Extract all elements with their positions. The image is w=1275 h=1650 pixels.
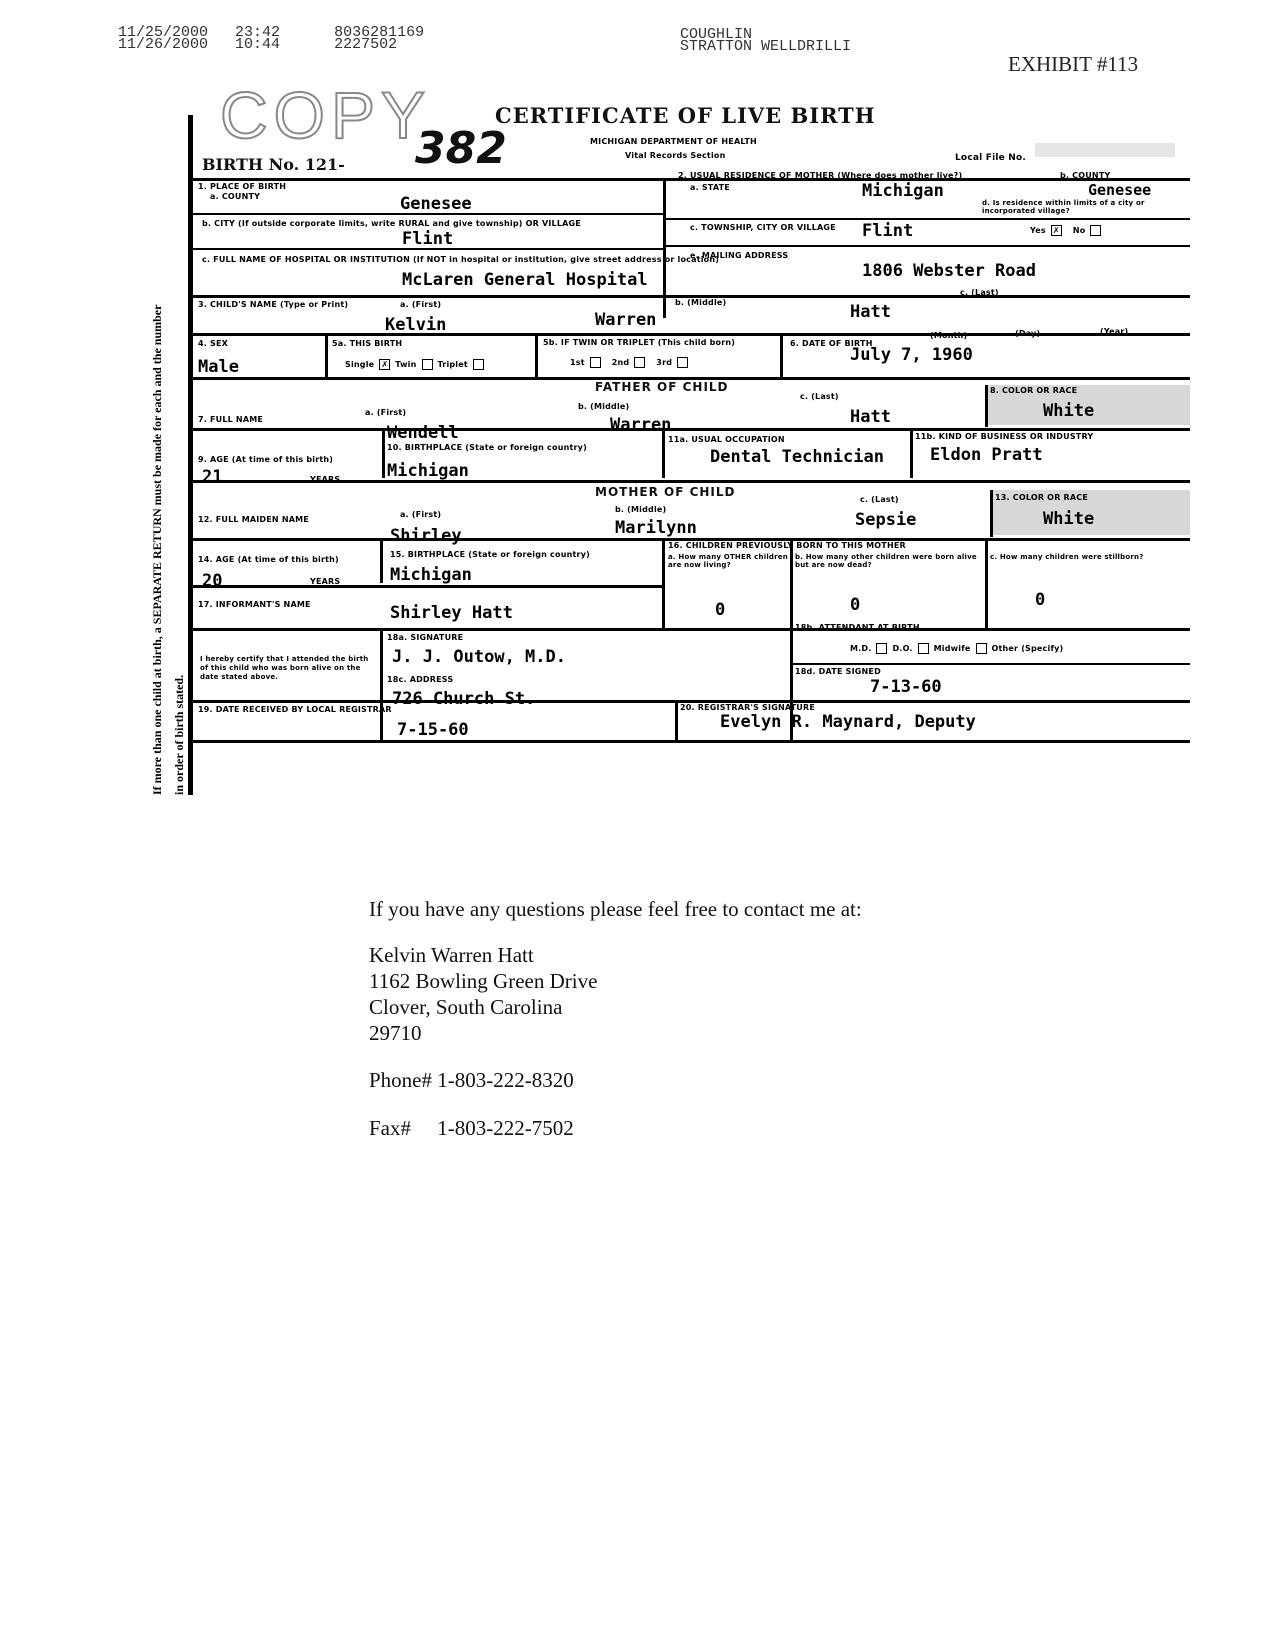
occupation-label: 11a. USUAL OCCUPATION: [668, 435, 785, 444]
cert-address-label: 18c. ADDRESS: [387, 675, 454, 684]
fax-time-2: 10:44: [235, 36, 281, 53]
attendant-label: 18b. ATTENDANT AT BIRTH: [795, 623, 920, 632]
rule: [380, 538, 383, 583]
rule: [790, 538, 793, 628]
rule: [190, 628, 1190, 631]
date-received-label: 19. DATE RECEIVED BY LOCAL REGISTRAR: [198, 705, 392, 714]
signature-label: 18a. SIGNATURE: [387, 633, 464, 642]
res-city-label: c. TOWNSHIP, CITY OR VILLAGE: [690, 223, 836, 232]
twin-checkbox: [422, 359, 433, 370]
registrar-value: Evelyn R. Maynard, Deputy: [720, 712, 976, 732]
attendant-midwife-checkbox: [976, 643, 987, 654]
this-birth-options: [345, 359, 486, 370]
mother-color-value: White: [1043, 509, 1095, 529]
father-age-label: 9. AGE (At time of this birth): [198, 455, 334, 464]
father-header: FATHER OF CHILD: [595, 380, 729, 394]
rule: [382, 428, 385, 478]
hospital-value: McLaren General Hospital: [402, 270, 648, 290]
attendant-other-label: Other (Specify): [991, 644, 1064, 653]
father-birthplace-label: 10. BIRTHPLACE (State or foreign country): [387, 443, 587, 452]
fax-date: 11/25/2000: [118, 24, 209, 41]
contact-zip: 29710: [369, 1021, 422, 1045]
side-instruction-2: in order of birth stated.: [172, 674, 186, 795]
attendant-options: [850, 643, 1063, 654]
local-file-smudge: [1035, 143, 1175, 157]
third-born-label: 3rd: [656, 358, 673, 367]
mother-birthplace-label: 15. BIRTHPLACE (State or foreign country): [390, 550, 590, 559]
this-birth-label: 5a. THIS BIRTH: [332, 339, 403, 348]
county-label: a. COUNTY: [210, 192, 261, 201]
month-label: (Month): [930, 331, 968, 340]
department-name: MICHIGAN DEPARTMENT OF HEALTH: [590, 137, 757, 146]
section-name: Vital Records Section: [625, 151, 726, 160]
father-middle-label: b. (Middle): [578, 402, 630, 411]
certificate-title: CERTIFICATE OF LIVE BIRTH: [495, 103, 876, 128]
mother-last-label: c. (Last): [860, 495, 899, 504]
fax-label: Fax#: [369, 1116, 411, 1140]
industry-label: 11b. KIND OF BUSINESS OR INDUSTRY: [915, 432, 1094, 441]
twin-triplet-label: 5b. IF TWIN OR TRIPLET (This child born): [543, 338, 736, 347]
contact-intro: If you have any questions please feel free to contact me at:: [369, 897, 862, 921]
father-first-name: Wendell: [387, 423, 459, 443]
mother-last-name: Sepsie: [855, 510, 917, 530]
attendant-do-label: D.O.: [892, 644, 913, 653]
rule: [780, 335, 783, 377]
mother-middle-name: Marilynn: [615, 518, 697, 538]
rule: [790, 663, 1190, 665]
date-of-birth-value: July 7, 1960: [850, 345, 973, 365]
inside-limits-label: d. Is residence within limits of a city or incorporated village?: [982, 199, 1145, 215]
occupation-value: Dental Technician: [710, 447, 884, 467]
date-signed-value: 7-13-60: [870, 677, 942, 697]
mother-first-label: a. (First): [400, 510, 442, 519]
place-of-birth-label: 1. PLACE OF BIRTH: [198, 182, 287, 191]
contact-street: 1162 Bowling Green Drive: [369, 969, 598, 993]
third-born-checkbox: [677, 357, 688, 368]
first-born-checkbox: [590, 357, 601, 368]
local-file-label: Local File No.: [955, 153, 1027, 163]
county-value: Genesee: [400, 194, 472, 214]
res-city-value: Flint: [862, 221, 914, 241]
res-county-label: b. COUNTY: [1060, 171, 1111, 180]
single-checkbox: ✗: [379, 359, 390, 370]
father-birthplace-value: Michigan: [387, 461, 469, 481]
contact-phone: [369, 1067, 574, 1093]
state-value: Michigan: [862, 181, 944, 201]
rule: [910, 428, 913, 478]
attendant-md-label: M.D.: [850, 644, 872, 653]
children-c-value: 0: [1035, 590, 1046, 610]
phone-value: 1-803-222-8320: [437, 1068, 574, 1092]
twin-label: Twin: [395, 360, 417, 369]
rule: [665, 218, 1190, 220]
sex-value: Male: [198, 357, 239, 377]
rule: [675, 700, 678, 740]
rule: [190, 428, 1190, 431]
children-b-label: b. How many other children were born alive but are now dead?: [795, 553, 977, 569]
rule: [325, 335, 328, 377]
attendant-midwife-label: Midwife: [933, 644, 971, 653]
city-value: Flint: [402, 229, 454, 249]
mother-first-name: Shirley: [390, 526, 462, 546]
birth-order-options: [570, 357, 690, 368]
copy-stamp: COPY: [220, 78, 432, 152]
child-name-label: 3. CHILD'S NAME (Type or Print): [198, 300, 349, 309]
certify-text: I hereby certify that I attended the birth of this child who was born alive on the date stated above.: [200, 655, 369, 681]
mother-name-label: 12. FULL MAIDEN NAME: [198, 515, 309, 524]
fax-sender-name: COUGHLIN: [680, 26, 753, 43]
mother-header: MOTHER OF CHILD: [595, 485, 736, 499]
contact-address-block: [369, 942, 597, 1046]
rule: [380, 630, 383, 740]
attendant-do-checkbox: [918, 643, 929, 654]
fax-number: 8036281169: [334, 24, 425, 41]
yes-checkbox: ✗: [1051, 225, 1062, 236]
father-color-label: 8. COLOR OR RACE: [990, 386, 1078, 395]
day-label: (Day): [1015, 329, 1041, 338]
sex-label: 4. SEX: [198, 339, 228, 348]
res-county-value: Genesee: [1088, 181, 1152, 199]
exhibit-label: EXHIBIT #113: [1008, 52, 1139, 76]
state-label: a. STATE: [690, 183, 730, 192]
fax-time: 23:42: [235, 24, 281, 41]
children-a-value: 0: [715, 600, 726, 620]
mother-color-label: 13. COLOR OR RACE: [995, 493, 1089, 502]
yes-no: [1030, 225, 1103, 236]
date-of-birth-label: 6. DATE OF BIRTH: [790, 339, 873, 348]
second-born-checkbox: [634, 357, 645, 368]
triplet-checkbox: [473, 359, 484, 370]
no-label: No: [1072, 226, 1086, 235]
birth-number-handwritten: 382: [415, 123, 507, 174]
child-middle-name: Warren: [595, 310, 657, 330]
second-born-label: 2nd: [611, 358, 630, 367]
informant-label: 17. INFORMANT'S NAME: [198, 600, 311, 609]
single-label: Single: [345, 360, 375, 369]
industry-value: Eldon Pratt: [930, 445, 1043, 465]
birth-number-label: BIRTH No. 121-: [202, 155, 345, 174]
certificate-frame: [188, 115, 1203, 795]
date-signed-label: 18d. DATE SIGNED: [795, 667, 881, 676]
children-b-value: 0: [850, 595, 861, 615]
last-name-label: c. (Last): [960, 288, 999, 297]
cert-address-value: 726 Church St.: [392, 689, 536, 709]
fax-header-line2: [118, 38, 397, 51]
mother-years-label: YEARS: [310, 577, 341, 586]
address-value: 1806 Webster Road: [862, 261, 1036, 281]
rule: [990, 490, 993, 537]
fax-value: 1-803-222-7502: [437, 1116, 574, 1140]
rule: [535, 335, 538, 377]
contact-name: Kelvin Warren Hatt: [369, 943, 534, 967]
mother-birthplace-value: Michigan: [390, 565, 472, 585]
rule: [985, 538, 988, 628]
date-received-value: 7-15-60: [397, 720, 469, 740]
mother-middle-label: b. (Middle): [615, 505, 667, 514]
mother-age-value: 20: [202, 571, 223, 591]
rule: [190, 585, 665, 588]
hospital-label: c. FULL NAME OF HOSPITAL OR INSTITUTION (If NOT in hospital or institution, give street address or location): [202, 255, 720, 264]
attendant-md-checkbox: [876, 643, 887, 654]
signature-value: J. J. Outow, M.D.: [392, 647, 566, 667]
children-a-label: a. How many OTHER children are now living?: [668, 553, 788, 569]
yes-label: Yes: [1030, 226, 1046, 235]
mother-age-label: 14. AGE (At time of this birth): [198, 555, 339, 564]
rule: [665, 245, 1190, 247]
children-c-label: c. How many children were stillborn?: [990, 553, 1144, 561]
birth-certificate: [150, 78, 1205, 805]
father-years-label: YEARS: [310, 475, 341, 484]
rule: [662, 428, 665, 478]
rule: [985, 385, 988, 427]
fax-sender-name-2: STRATTON WELLDRILLI: [680, 38, 852, 55]
first-born-label: 1st: [570, 358, 585, 367]
year-label: (Year): [1100, 327, 1129, 336]
father-name-label: 7. FULL NAME: [198, 415, 264, 424]
father-color-value: White: [1043, 401, 1095, 421]
contact-fax: [369, 1115, 574, 1141]
first-name-label: a. (First): [400, 300, 442, 309]
rule: [190, 740, 1190, 743]
no-checkbox: [1090, 225, 1101, 236]
city-label: b. CITY (If outside corporate limits, write RURAL and give township) OR VILLAGE: [202, 219, 581, 228]
residence-label: 2. USUAL RESIDENCE OF MOTHER (Where does mother live?): [678, 171, 963, 180]
fax-number-2: 2227502: [334, 36, 398, 53]
exhibit-cover: [1035, 95, 1205, 141]
fax-date-2: 11/26/2000: [118, 36, 209, 53]
child-last-name: Hatt: [850, 302, 891, 322]
phone-label: Phone#: [369, 1068, 432, 1092]
father-last-label: c. (Last): [800, 392, 839, 401]
rule: [662, 538, 665, 628]
father-first-label: a. (First): [365, 408, 407, 417]
registrar-label: 20. REGISTRAR'S SIGNATURE: [680, 703, 815, 712]
triplet-label: Triplet: [437, 360, 468, 369]
father-last-name: Hatt: [850, 407, 891, 427]
side-instruction-1: If more than one child at birth, a SEPARATE RETURN must be made for each and the number: [150, 304, 164, 795]
child-first-name: Kelvin: [385, 315, 447, 335]
father-age-value: 21: [202, 467, 223, 487]
contact-city-state: Clover, South Carolina: [369, 995, 563, 1019]
father-middle-name: Warren: [610, 415, 672, 435]
informant-value: Shirley Hatt: [390, 603, 513, 623]
children-label: 16. CHILDREN PREVIOUSLY BORN TO THIS MOTHER: [668, 541, 906, 550]
middle-name-label: b. (Middle): [675, 298, 727, 307]
address-label: e. MAILING ADDRESS: [690, 251, 789, 260]
